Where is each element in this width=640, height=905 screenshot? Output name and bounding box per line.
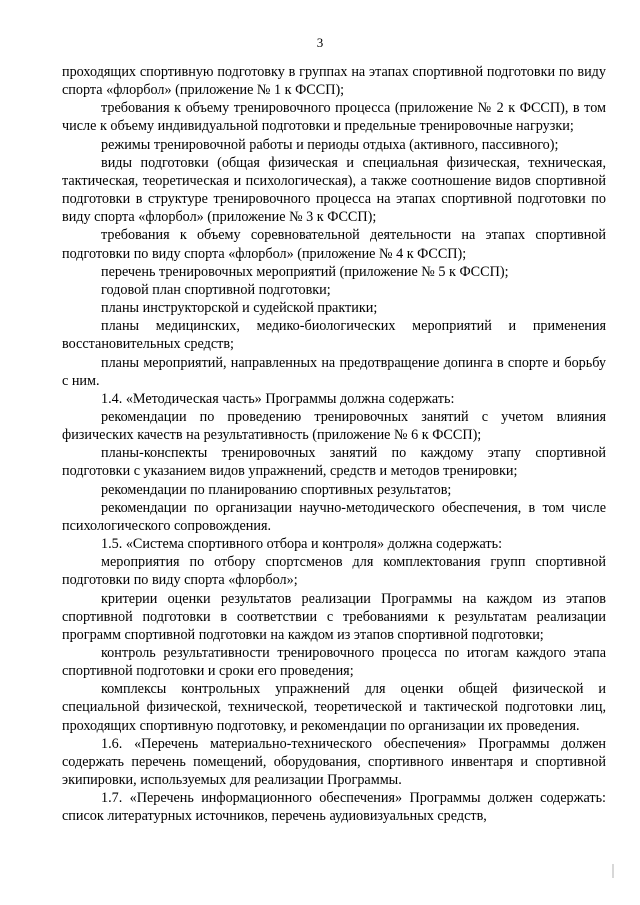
paragraph: комплексы контрольных упражнений для оценки общей физической и специальной физической, технической, теоретической и тактической подготовки лиц, проходящих спортивную подготовку, и рекомендации по организации их проведения. [62, 681, 606, 734]
page-number: 3 [316, 35, 324, 50]
paragraph: планы-конспекты тренировочных занятий по каждому этапу спортивной подготовки с указанием видов упражнений, средств и методов тренировки; [62, 445, 606, 480]
paragraph: перечень тренировочных мероприятий (приложение № 5 к ФССП); [101, 263, 509, 280]
paragraph: проходящих спортивную подготовку в группах на этапах спортивной подготовки по виду спорта «флорбол» (приложение № 1 к ФССП); [62, 64, 606, 99]
paragraph: рекомендации по проведению тренировочных занятий с учетом влияния физических качеств на результативность (приложение № 6 к ФССП); [62, 408, 606, 444]
paragraph: планы медицинских, медико-биологических мероприятий и применения восстановительных средств; [62, 318, 606, 353]
paragraph: требования к объему соревновательной деятельности на этапах спортивной подготовки по виду спорта «флорбол» (приложение № 4 к ФССП); [62, 227, 606, 262]
section-heading-1-4: 1.4. «Методическая часть» Программы должна содержать: [101, 390, 455, 407]
document-body [62, 63, 606, 826]
section-heading-1-5: 1.5. «Система спортивного отбора и контроля» должна содержать: [101, 536, 503, 553]
paragraph: мероприятия по отбору спортсменов для комплектования групп спортивной подготовки по виду спорта «флорбол»; [62, 554, 606, 589]
paragraph: планы инструкторской и судейской практики; [101, 300, 378, 317]
paragraph: требования к объему тренировочного процесса (приложение № 2 к ФССП), в том числе к объему индивидуальной подготовки и предельные тренировочные нагрузки; [62, 100, 606, 135]
paragraph: режимы тренировочной работы и периоды отдыха (активного, пассивного); [101, 136, 559, 153]
paragraph: планы мероприятий, направленных на предотвращение допинга в спорте и борьбу с ним. [62, 354, 606, 389]
paragraph: рекомендации по организации научно-методического обеспечения, в том числе психологического сопровождения. [62, 499, 606, 534]
section-1-7: 1.7. «Перечень информационного обеспечения» Программы должен содержать: список литературных источников, перечень аудиовизуальных средств, [62, 790, 606, 825]
paragraph: контроль результативности тренировочного процесса по итогам каждого этапа спортивной подготовки и сроки его проведения; [62, 645, 606, 680]
paragraph: рекомендации по планированию спортивных результатов; [101, 481, 452, 498]
paragraph: виды подготовки (общая физическая и специальная физическая, техническая, тактическая, теоретическая и психологическая), а также соотношение видов спортивной подготовки в структуре тренировочного процесса на этапах спортивной подготовки по виду спорта «флорбол» (приложение № 3 к ФССП); [62, 154, 606, 226]
scan-artifact [612, 864, 614, 878]
paragraph: критерии оценки результатов реализации Программы на каждом из этапов спортивной подготовки в соответствии с требованиями к результатам реализации программ спортивной подготовки на каждом из этапов спортивной подготовки; [62, 590, 606, 643]
section-1-6: 1.6. «Перечень материально-технического обеспечения» Программы должен содержать перечень помещений, оборудования, спортивного инвентаря и спортивной экипировки, используемых для реализации Программы. [62, 735, 606, 789]
paragraph: годовой план спортивной подготовки; [101, 281, 331, 298]
